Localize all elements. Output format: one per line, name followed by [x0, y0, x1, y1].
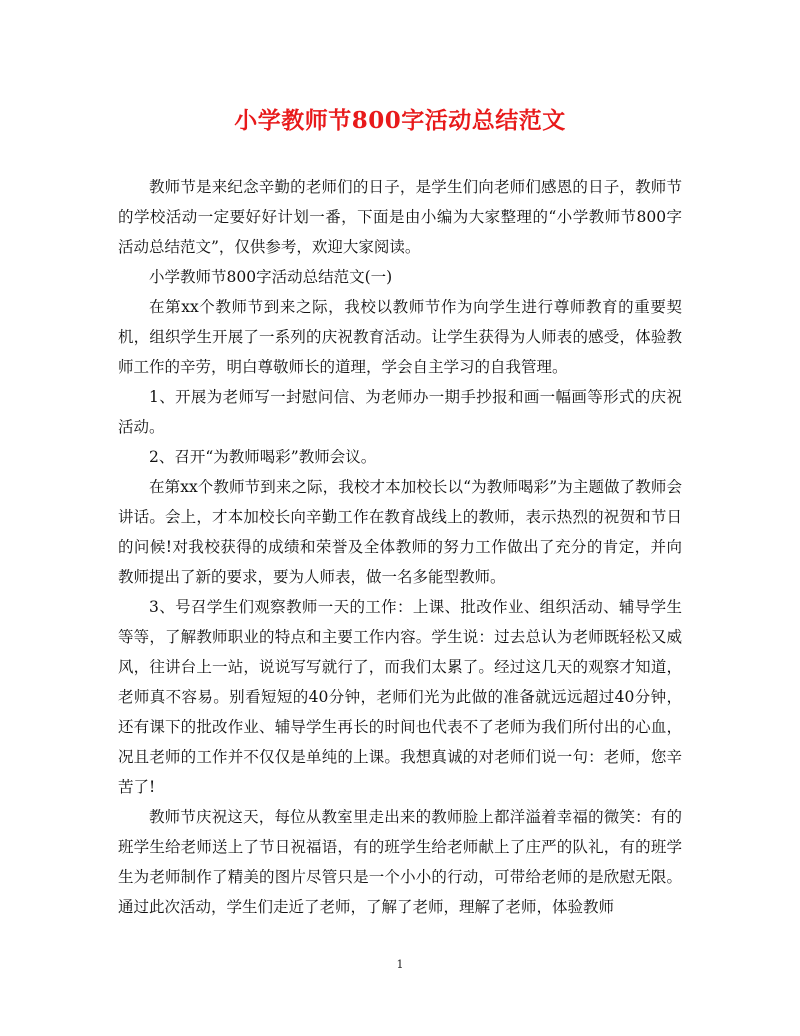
body-paragraph: 在第xx个教师节到来之际，我校以教师节作为向学生进行尊师教育的重要契机，组织学生开展了一系列的庆祝教育活动。让学生获得为人师表的感受，体验教师工作的辛劳，明白尊敬师长的道理，学会自主学习的自我管理。: [118, 298, 682, 376]
body-paragraph: 在第xx个教师节到来之际，我校才本加校长以“为教师喝彩”为主题做了教师会讲话。会上，才本加校长向辛勤工作在教育战线上的教师，表示热烈的祝贺和节日的问候!对我校获得的成绩和荣誉及全体教师的努力工作做出了充分的肯定，并向教师提出了新的要求，要为人师表，做一名多能型教师。: [118, 478, 682, 586]
list-item-3: 3、号召学生们观察教师一天的工作：上课、批改作业、组织活动、辅导学生等等，了解教师职业的特点和主要工作内容。学生说：过去总认为老师既轻松又威风，往讲台上一站，说说写写就行了，而我们太累了。经过这几天的观察才知道，老师真不容易。别看短短的40分钟，老师们光为此做的准备就远远超过40分钟，还有课下的批改作业、辅导学生再长的时间也代表不了老师为我们所付出的心血，况且老师的工作并不仅仅是单纯的上课。我想真诚的对老师们说一句：老师，您辛苦了!: [118, 598, 682, 796]
list-item-2: 2、召开“为教师喝彩”教师会议。: [149, 448, 377, 466]
page-title: 小学教师节800字活动总结范文: [234, 107, 566, 134]
page-number: 1: [396, 958, 404, 971]
document-body: [118, 172, 682, 922]
section-heading: 小学教师节800字活动总结范文(一): [149, 268, 393, 286]
body-paragraph: 教师节庆祝这天，每位从教室里走出来的教师脸上都洋溢着幸福的微笑：有的班学生给老师送上了节日祝福语，有的班学生给老师献上了庄严的队礼，有的班学生为老师制作了精美的图片尽管只是一个小小的行动，可带给老师的是欣慰无限。通过此次活动，学生们走近了老师，了解了老师，理解了老师，体验教师: [118, 808, 682, 916]
list-item-1: 1、开展为老师写一封慰问信、为老师办一期手抄报和画一幅画等形式的庆祝活动。: [118, 388, 682, 436]
intro-paragraph: 教师节是来纪念辛勤的老师们的日子，是学生们向老师们感恩的日子，教师节的学校活动一定要好好计划一番，下面是由小编为大家整理的“小学教师节800字活动总结范文”，仅供参考，欢迎大家阅读。: [118, 178, 682, 256]
